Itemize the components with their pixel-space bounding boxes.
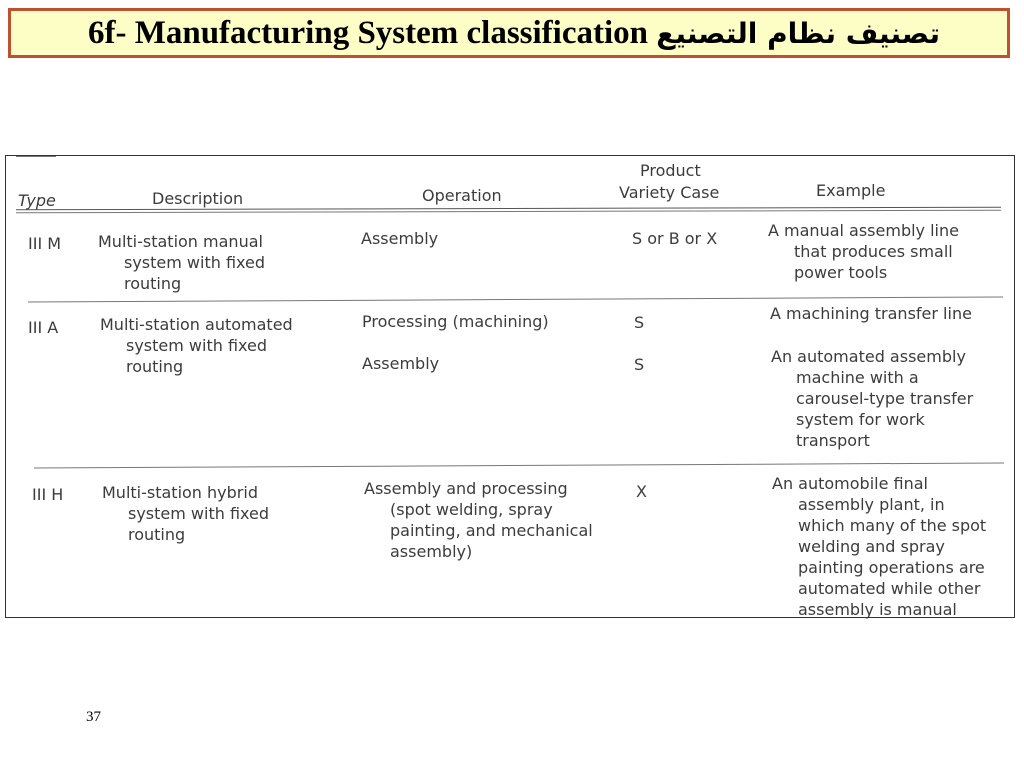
row-example-line: automated while other bbox=[798, 579, 981, 598]
slide-title-box bbox=[8, 8, 1010, 58]
row-example-line: welding and spray bbox=[798, 537, 945, 556]
header-variety-line2: Variety Case bbox=[619, 183, 720, 202]
row-description-line: routing bbox=[128, 525, 186, 544]
row-variety: S bbox=[634, 355, 645, 374]
row-operation: Assembly bbox=[361, 229, 439, 248]
row-operation-line: painting, and mechanical bbox=[390, 521, 593, 540]
scanned-table bbox=[5, 155, 1015, 618]
row-operation: Processing (machining) bbox=[362, 312, 549, 331]
row-divider bbox=[34, 462, 1004, 468]
row-type: III M bbox=[28, 234, 62, 253]
row-example-line: A machining transfer line bbox=[770, 304, 972, 323]
row-example-line: system for work bbox=[796, 410, 925, 429]
row-description-line: system with fixed bbox=[128, 504, 270, 523]
row-description-line: system with fixed bbox=[126, 336, 268, 355]
row-example-line: assembly is manual bbox=[798, 600, 957, 619]
row-example-line: A manual assembly line bbox=[768, 221, 959, 240]
row-variety: X bbox=[636, 482, 647, 501]
row-type: III A bbox=[28, 318, 59, 337]
row-example-line: that produces small bbox=[794, 242, 953, 261]
row-description-line: Multi-station manual bbox=[98, 232, 263, 251]
row-variety: S or B or X bbox=[632, 229, 718, 248]
row-example-line: An automated assembly bbox=[771, 347, 966, 366]
row-description-line: system with fixed bbox=[124, 253, 266, 272]
row-type: III H bbox=[32, 485, 64, 504]
row-operation-line: Assembly and processing bbox=[364, 479, 568, 498]
top-rule-stub bbox=[16, 156, 56, 157]
header-variety-line1: Product bbox=[640, 161, 701, 180]
row-example-line: machine with a bbox=[796, 368, 919, 387]
row-variety: S bbox=[634, 313, 645, 332]
row-description-line: Multi-station hybrid bbox=[102, 483, 258, 502]
row-example-line: assembly plant, in bbox=[798, 495, 945, 514]
row-description-line: routing bbox=[124, 274, 182, 293]
page-number: 37 bbox=[86, 709, 101, 725]
row-operation: Assembly bbox=[362, 354, 440, 373]
row-description-line: Multi-station automated bbox=[100, 315, 293, 334]
row-example-line: power tools bbox=[794, 263, 888, 282]
header-description: Description bbox=[152, 189, 244, 208]
title-english: 6f- Manufacturing System classification bbox=[87, 14, 649, 51]
header-rule-bottom bbox=[16, 210, 1001, 214]
row-example-line: painting operations are bbox=[798, 558, 985, 577]
row-example-line: carousel-type transfer bbox=[796, 389, 974, 408]
row-operation-line: assembly) bbox=[390, 542, 473, 561]
header-example: Example bbox=[816, 181, 886, 200]
header-type: Type bbox=[18, 191, 56, 210]
row-divider bbox=[28, 296, 1003, 302]
row-example-line: transport bbox=[796, 431, 870, 450]
row-example-line: which many of the spot bbox=[798, 516, 987, 535]
header-operation: Operation bbox=[422, 186, 502, 205]
row-description-line: routing bbox=[126, 357, 184, 376]
slide-title bbox=[78, 15, 940, 52]
row-example-line: An automobile final bbox=[772, 474, 928, 493]
title-arabic: تصنيف نظام التصنيع bbox=[656, 16, 941, 50]
row-operation-line: (spot welding, spray bbox=[390, 500, 553, 519]
